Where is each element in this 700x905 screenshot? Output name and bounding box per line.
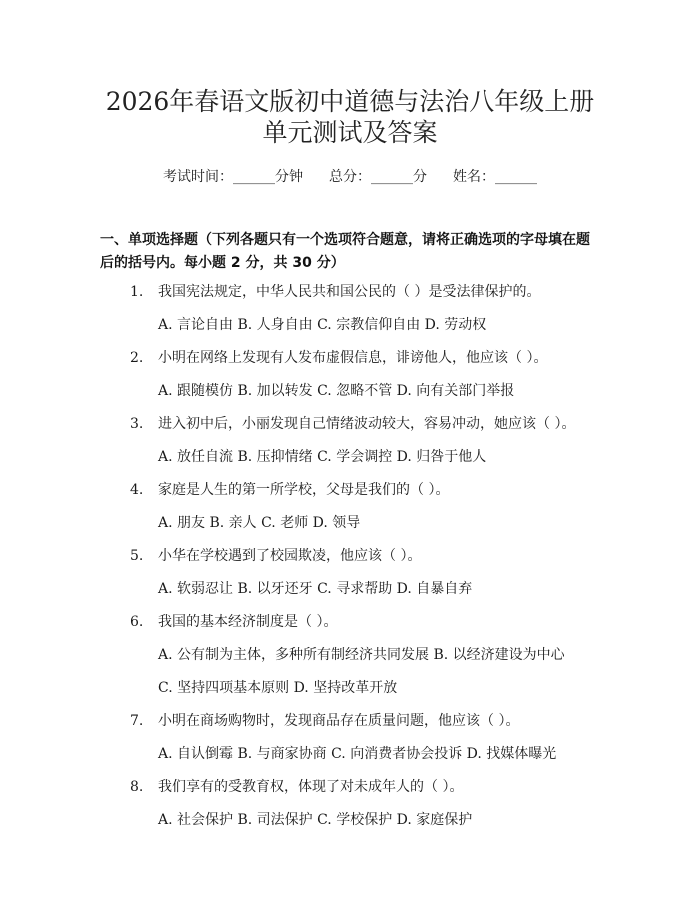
question-8-options: A. 社会保护 B. 司法保护 C. 学校保护 D. 家庭保护	[158, 812, 473, 828]
question-text: 进入初中后，小丽发现自己情绪波动较大，容易冲动，她应该（ ）。	[158, 416, 576, 432]
question-7-options: A. 自认倒霉 B. 与商家协商 C. 向消费者协会投诉 D. 找媒体曝光	[158, 746, 557, 762]
question-1-options: A. 言论自由 B. 人身自由 C. 宗教信仰自由 D. 劳动权	[158, 317, 487, 333]
question-number: 2.	[130, 350, 144, 366]
question-1	[130, 282, 540, 302]
question-4	[130, 480, 449, 500]
question-text: 我国宪法规定，中华人民共和国公民的（ ）是受法律保护的。	[158, 284, 541, 300]
question-5-options: A. 软弱忍让 B. 以牙还牙 C. 寻求帮助 D. 自暴自弃	[158, 581, 473, 597]
total-score-field: 总分：______分	[329, 169, 427, 185]
question-2-options: A. 跟随模仿 B. 加以转发 C. 忽略不管 D. 向有关部门举报	[158, 383, 515, 399]
question-text: 小明在网络上发现有人发布虚假信息，诽谤他人，他应该（ ）。	[158, 350, 548, 366]
question-number: 6.	[130, 614, 144, 630]
question-text: 小华在学校遇到了校园欺凌，他应该（ ）。	[158, 548, 422, 564]
document-subtitle: 单元测试及答案	[262, 118, 438, 147]
question-number: 8.	[130, 779, 144, 795]
question-8	[130, 777, 463, 797]
name-field: 姓名：______	[453, 169, 537, 185]
question-text: 小明在商场购物时，发现商品存在质量问题，他应该（ ）。	[158, 713, 520, 729]
question-text: 我国的基本经济制度是（ ）。	[158, 614, 338, 630]
question-3	[130, 414, 575, 434]
question-2	[130, 348, 547, 368]
question-number: 7.	[130, 713, 144, 729]
question-number: 1.	[130, 284, 144, 300]
question-number: 3.	[130, 416, 144, 432]
exam-time-field: 考试时间：______分钟	[163, 169, 303, 185]
question-number: 4.	[130, 482, 144, 498]
section-heading: 一、单项选择题（下列各题只有一个选项符合题意，请将正确选项的字母填在题后的括号内。每小题 2 分，共 30 分）	[100, 232, 590, 271]
question-3-options: A. 放任自流 B. 压抑情绪 C. 学会调控 D. 归咎于他人	[158, 449, 487, 465]
document-title: 2026年春语文版初中道德与法治八年级上册	[105, 87, 595, 116]
question-5	[130, 546, 421, 566]
question-text: 家庭是人生的第一所学校，父母是我们的（ ）。	[158, 482, 450, 498]
question-number: 5.	[130, 548, 144, 564]
question-6-options-line1: A. 公有制为主体，多种所有制经济共同发展 B. 以经济建设为中心	[158, 647, 565, 663]
question-6	[130, 612, 337, 632]
question-4-options: A. 朋友 B. 亲人 C. 老师 D. 领导	[158, 515, 361, 531]
exam-info-line	[0, 167, 700, 187]
question-text: 我们享有的受教育权，体现了对未成年人的（ ）。	[158, 779, 464, 795]
question-7	[130, 711, 519, 731]
question-6-options-line2: C. 坚持四项基本原则 D. 坚持改革开放	[158, 680, 398, 696]
